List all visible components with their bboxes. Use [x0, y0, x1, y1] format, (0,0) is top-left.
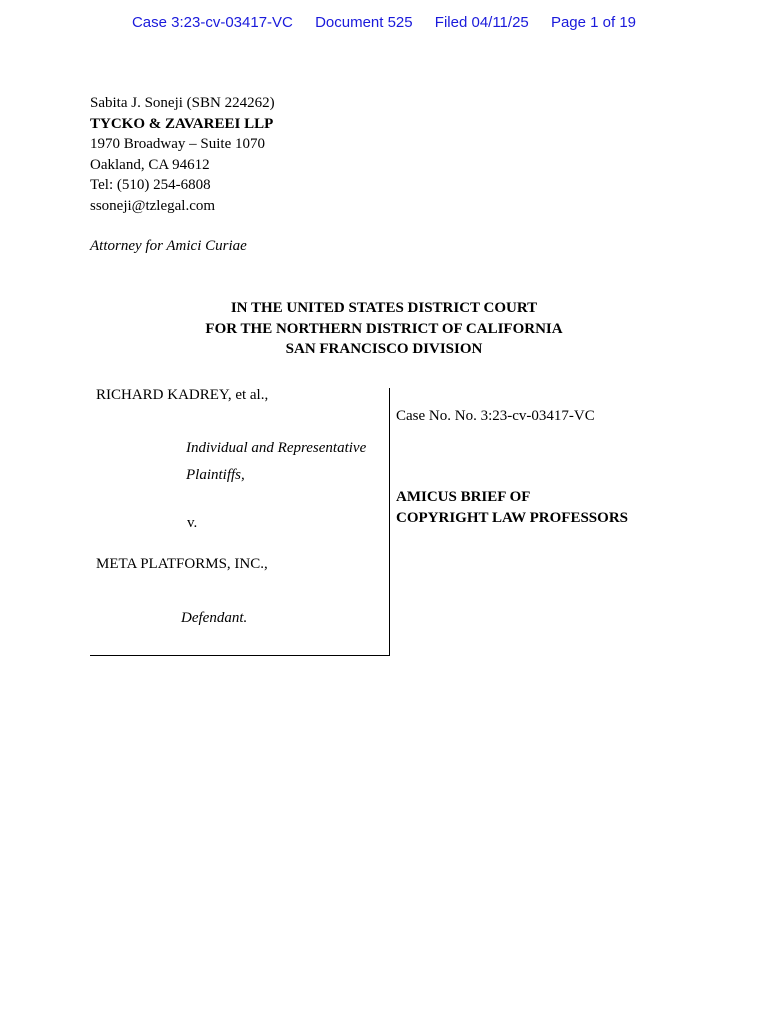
plaintiff-name: RICHARD KADREY, et al., — [96, 387, 269, 403]
firm-address-line2: Oakland, CA 94612 — [90, 156, 210, 173]
document-title — [396, 487, 628, 528]
case-number: Case No. No. 3:23-cv-03417-VC — [396, 408, 595, 424]
header-case-number: Case 3:23-cv-03417-VC — [131, 14, 293, 31]
versus-label: v. — [187, 515, 198, 531]
plaintiff-role-line-1: Individual and Representative — [186, 440, 367, 456]
court-line-2: FOR THE NORTHERN DISTRICT OF CALIFORNIA — [205, 320, 563, 337]
header-page-number: Page 1 of 19 — [550, 14, 637, 31]
document-title-line-1: AMICUS BRIEF OF — [396, 489, 531, 505]
attorney-role: Attorney for Amici Curiae — [90, 238, 247, 254]
header-document-number: Document 525 — [315, 14, 413, 31]
attorney-email: ssoneji@tzlegal.com — [90, 197, 216, 214]
document-title-line-2: COPYRIGHT LAW PROFESSORS — [396, 509, 628, 526]
attorney-block — [90, 93, 275, 216]
defendant-name: META PLATFORMS, INC., — [96, 556, 268, 572]
firm-telephone: Tel: (510) 254-6808 — [90, 177, 211, 193]
plaintiff-role — [186, 435, 366, 489]
header-filed-date: Filed 04/11/25 — [434, 14, 529, 31]
firm-address-line1: 1970 Broadway – Suite 1070 — [90, 136, 265, 152]
defendant-role: Defendant. — [181, 610, 248, 626]
plaintiff-role-line-2: Plaintiffs, — [186, 467, 245, 483]
court-heading — [0, 298, 768, 360]
filing-header — [0, 14, 768, 31]
court-line-1: IN THE UNITED STATES DISTRICT COURT — [230, 300, 538, 316]
attorney-name: Sabita J. Soneji (SBN 224262) — [90, 95, 275, 111]
court-line-3: SAN FRANCISCO DIVISION — [285, 341, 483, 357]
law-firm-name: TYCKO & ZAVAREEI LLP — [90, 115, 274, 132]
